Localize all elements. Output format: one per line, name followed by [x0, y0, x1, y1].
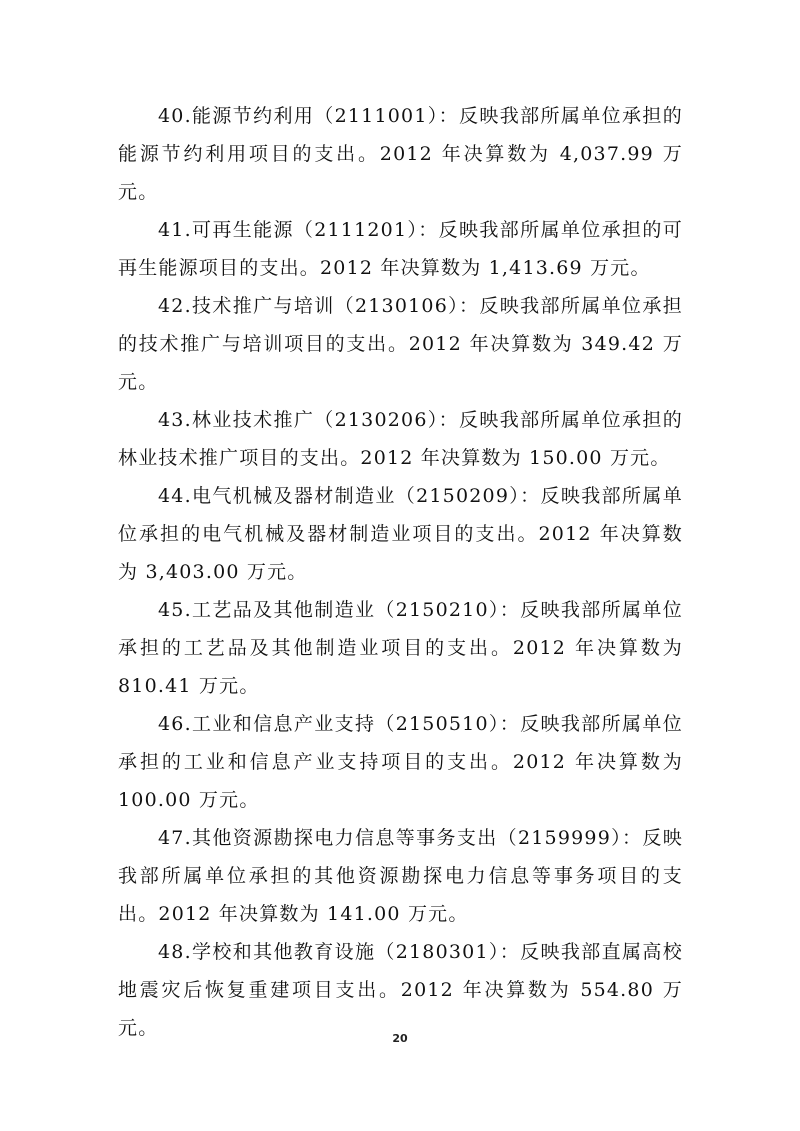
page-number: 20	[392, 1032, 408, 1045]
paragraph-44: 44.电气机械及器材制造业（2150209）：反映我部所属单位承担的电气机械及器材制造业项目的支出。2012 年决算数为 3,403.00 万元。	[118, 485, 683, 583]
paragraph-42: 42.技术推广与培训（2130106）：反映我部所属单位承担的技术推广与培训项目的支出。2012 年决算数为 349.42 万元。	[118, 295, 683, 393]
paragraph-45: 45.工艺品及其他制造业（2150210）：反映我部所属单位承担的工艺品及其他制造业项目的支出。2012 年决算数为 810.41 万元。	[118, 599, 683, 697]
paragraph-43: 43.林业技术推广（2130206）：反映我部所属单位承担的林业技术推广项目的支出。2012 年决算数为 150.00 万元。	[118, 409, 683, 469]
page-body	[118, 97, 683, 1047]
paragraph-46: 46.工业和信息产业支持（2150510）：反映我部所属单位承担的工业和信息产业支持项目的支出。2012 年决算数为 100.00 万元。	[118, 713, 683, 811]
paragraph-40: 40.能源节约利用（2111001）：反映我部所属单位承担的能源节约利用项目的支出。2012 年决算数为 4,037.99 万元。	[118, 105, 683, 203]
paragraph-47: 47.其他资源勘探电力信息等事务支出（2159999）：反映我部所属单位承担的其他资源勘探电力信息等事务项目的支出。2012 年决算数为 141.00 万元。	[118, 827, 683, 925]
paragraph-48: 48.学校和其他教育设施（2180301）：反映我部直属高校地震灾后恢复重建项目支出。2012 年决算数为 554.80 万元。	[118, 941, 683, 1039]
paragraph-41: 41.可再生能源（2111201）：反映我部所属单位承担的可再生能源项目的支出。2012 年决算数为 1,413.69 万元。	[118, 219, 683, 279]
